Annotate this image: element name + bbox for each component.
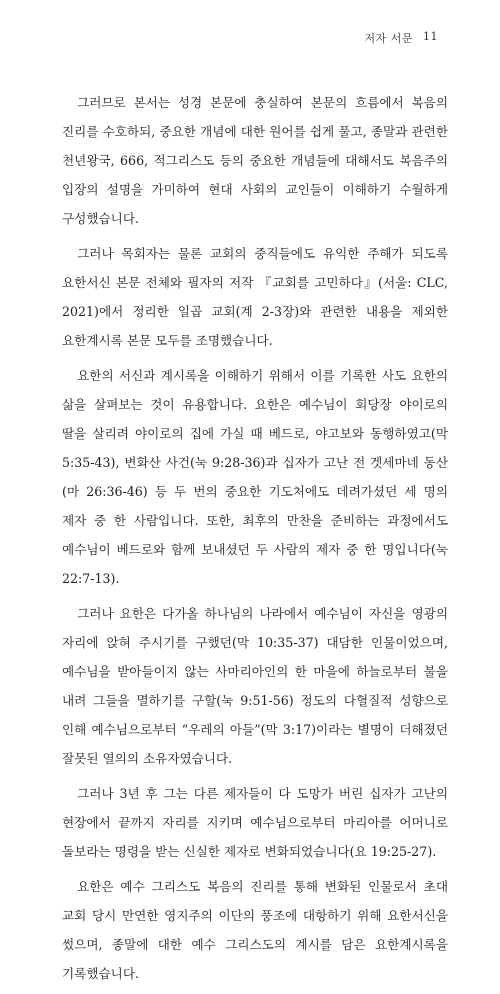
page-number: 11: [423, 30, 438, 43]
section-title: 저자 서문: [364, 32, 413, 45]
paragraph: 그러나 목회자는 물론 교회의 중직들에도 유익한 주해가 되도록 요한서신 본문 전체와 필자의 저작 『교회를 고민하다』(서울: CLC, 2021)에서 정리한 일곱 교회(계 2-3장)와 관련한 내용을 제외한 요한계시록 본문 모두를 조명했습니다.: [62, 246, 448, 348]
paragraph: 그러나 3년 후 그는 다른 제자들이 다 도망가 버린 십자가 고난의 현장에서 끝까지 자리를 지키며 예수님으로부터 마리아를 어머니로 돌보라는 명령을 받는 신실한 제자로 변화되었습니다(요 19:25-27).: [62, 786, 448, 859]
paragraph: 요한의 서신과 계시록을 이해하기 위해서 이를 기록한 사도 요한의 삶을 살펴보는 것이 유용합니다. 요한은 예수님이 회당장 야이로의 딸을 살리려 야이로의 집에 가실 때 베드로, 야고보와 동행하였고(막 5:35-43), 변화산 사건(눅 9:28-36)과 십자가 고난 전 겟세마네 동산(마 26:36-46) 등 두 번의 중요한 기도처에도 데려가셨던 세 명의 제자 중 한 사람입니다. 또한, 최후의 만찬을 준비하는 과정에서도 예수님이 베드로와 함께 보내셨던 두 사람의 제자 중 한 명입니다(눅 22:7-13).: [62, 368, 448, 586]
paragraph: 그러나 요한은 다가올 하나님의 나라에서 예수님이 자신을 영광의 자리에 앉혀 주시기를 구했던(막 10:35-37) 대담한 인물이었으며, 예수님을 받아들이지 않는 사마리아인의 한 마을에 하늘로부터 불을 내려 그들을 멸하기를 구할(눅 9:51-56) 정도의 다혈질적 성향으로 인해 예수님으로부터 “우레의 아들”(막 3:17)이라는 별명이 더해졌던 잘못된 열의의 소유자였습니다.: [62, 606, 448, 766]
body-text: [62, 88, 448, 994]
running-head: [364, 30, 438, 46]
paragraph: 요한은 예수 그리스도 복음의 진리를 통해 변화된 인물로서 초대 교회 당시 만연한 영지주의 이단의 풍조에 대항하기 위해 요한서신을 썼으며, 종말에 대한 예수 그리스도의 계시를 담은 요한계시록을 기록했습니다.: [62, 879, 448, 981]
paragraph: 그러므로 본서는 성경 본문에 충실하여 본문의 흐름에서 복음의 진리를 수호하되, 중요한 개념에 대한 원어를 쉽게 풀고, 종말과 관련한 천년왕국, 666, 적그리스도 등의 중요한 개념들에 대해서도 복음주의 입장의 설명을 가미하여 현대 사회의 교인들이 이해하기 수월하게 구성했습니다.: [62, 95, 448, 226]
